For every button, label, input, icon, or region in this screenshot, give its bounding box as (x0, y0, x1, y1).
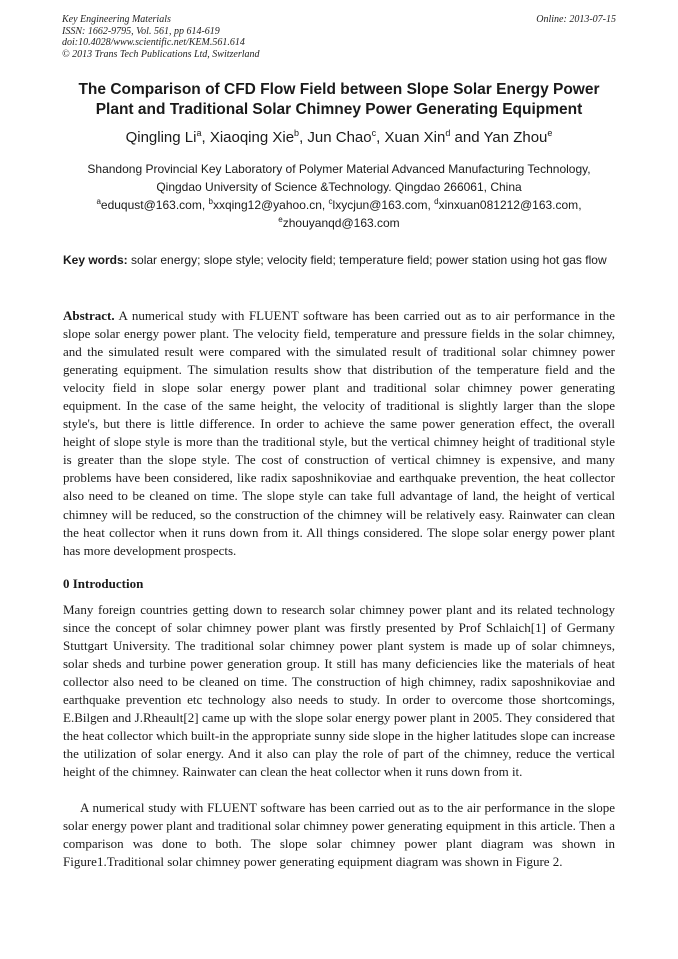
abstract-label: Abstract. (63, 308, 115, 323)
doi-line: doi:10.4028/www.scientific.net/KEM.561.614 (62, 37, 245, 48)
author: Xiaoqing Xie$^b$, (209, 128, 308, 146)
copyright-line: © 2013 Trans Tech Publications Ltd, Switzerland (62, 48, 260, 60)
paper-title (40, 80, 638, 119)
author: Xuan Xin$^d$ and (384, 128, 484, 146)
author: Yan Zhou$^e$ (483, 128, 553, 146)
email-line: $^a$eduqust@163.com, $^b$xxqing12@yahoo.cn, $^c$lxycjun@163.com, $^d$xinxuan081212@163.com, (96, 197, 582, 212)
affiliation-line-1: Shandong Provincial Key Laboratory of Polymer Material Advanced Manufacturing Technology, (87, 162, 591, 176)
keywords (63, 251, 615, 269)
issn-line: ISSN: 1662-9795, Vol. 561, pp 614-619 (62, 25, 220, 37)
affiliation-line-2: Qingdao University of Science &Technology. Qingdao 266061, China (156, 180, 522, 194)
intro-paragraph-2: A numerical study with FLUENT software has been carried out as to the air performance in the slope solar energy power plant and traditional solar chimney power generating equipment in this article. Then a comparison was done to both. The slope solar chimney power plant diagram was shown in Figure1.Traditional solar chimney power generating equipment diagram was shown in Figure 2. (63, 800, 615, 870)
author-email: xxqing12@yahoo.cn (212, 198, 322, 212)
author-email: xinxuan081212@163.com (438, 198, 579, 212)
section-heading-introduction: 0 Introduction (63, 576, 144, 591)
abstract (63, 307, 615, 560)
keywords-label: Key words: (63, 253, 128, 267)
journal-header (62, 14, 616, 60)
title-line-2: Plant and Traditional Solar Chimney Power Generating Equipment (95, 100, 583, 118)
author-email: lxycjun@163.com (332, 198, 428, 212)
journal-name: Key Engineering Materials (62, 14, 171, 25)
author-email: zhouyanqd@163.com (282, 216, 400, 230)
title-line-1: The Comparison of CFD Flow Field between Slope Solar Energy Power (78, 81, 600, 98)
email-line-2: $^e$zhouyanqd@163.com (278, 215, 400, 230)
author-email: eduqust@163.com (100, 198, 202, 212)
author: Jun Chao$^c$, (307, 128, 385, 146)
author-list (40, 129, 638, 147)
author: Qingling Li$^a$, (125, 128, 210, 146)
affiliation-block (40, 160, 638, 232)
intro-paragraph-1: Many foreign countries getting down to research solar chimney power plant and its related technology since the concept of solar chimney power plant was firstly presented by Prof Schlaich[1] of Germany Stuttgart University. The traditional solar chimney power plant system is made up of solar chimneys, solar sheds and turbine power generation group. It still has many deficiencies like the materials of heat collector also need to be cleaned on time. The construction of high chimney, radix saposhnikoviae and earthquake prevention etc technology also needs to study. In order to overcome those shortcomings, E.Bilgen and J.Rheault[2] came up with the slope solar energy power plant in 2005. They considered that the heat collector which built-in the appropriate sunny side slope in the higher latitudes slope can increase the utilization of solar energy. And it also can play the role of part of the chimney, reduce the vertical height of the chimney. Rainwater can clean the heat collector when it runs down from it. (63, 602, 615, 780)
abstract-text: A numerical study with FLUENT software has been carried out as to air performance in the slope solar energy power plant. The velocity field, temperature and pressure fields in the solar chimney, and the simulated result were compared with the simulated result of traditional solar chimney power generating equipment. The simulation results show that distribution of the temperature field and the velocity field in slope solar energy power plant and traditional solar chimney power generating equipment. In the case of the same height, the velocity of traditional is slightly larger than the slope style's, but there is little difference. In order to achieve the same power generation effect, the overall height of slope style is more than the traditional style, but the vertical chimney height of traditional style is greater than the slope style. The cost of construction of vertical chimney is expensive, and many problems have been considered, like radix saposhnikoviae and earthquake prevention, the heat collector also need to be cleaned on time. The slope style can take full advantage of land, the height of vertical chimney will be reduced, so the construction of the chimney will be relatively easy. Rainwater can clean the heat collector when it runs down from it. All things considered. The slope solar energy power plant has more development prospects. (63, 308, 615, 558)
online-date: Online: 2013-07-15 (536, 14, 616, 25)
keywords-text: solar energy; slope style; velocity field; temperature field; power station using hot gas flow (131, 253, 607, 267)
